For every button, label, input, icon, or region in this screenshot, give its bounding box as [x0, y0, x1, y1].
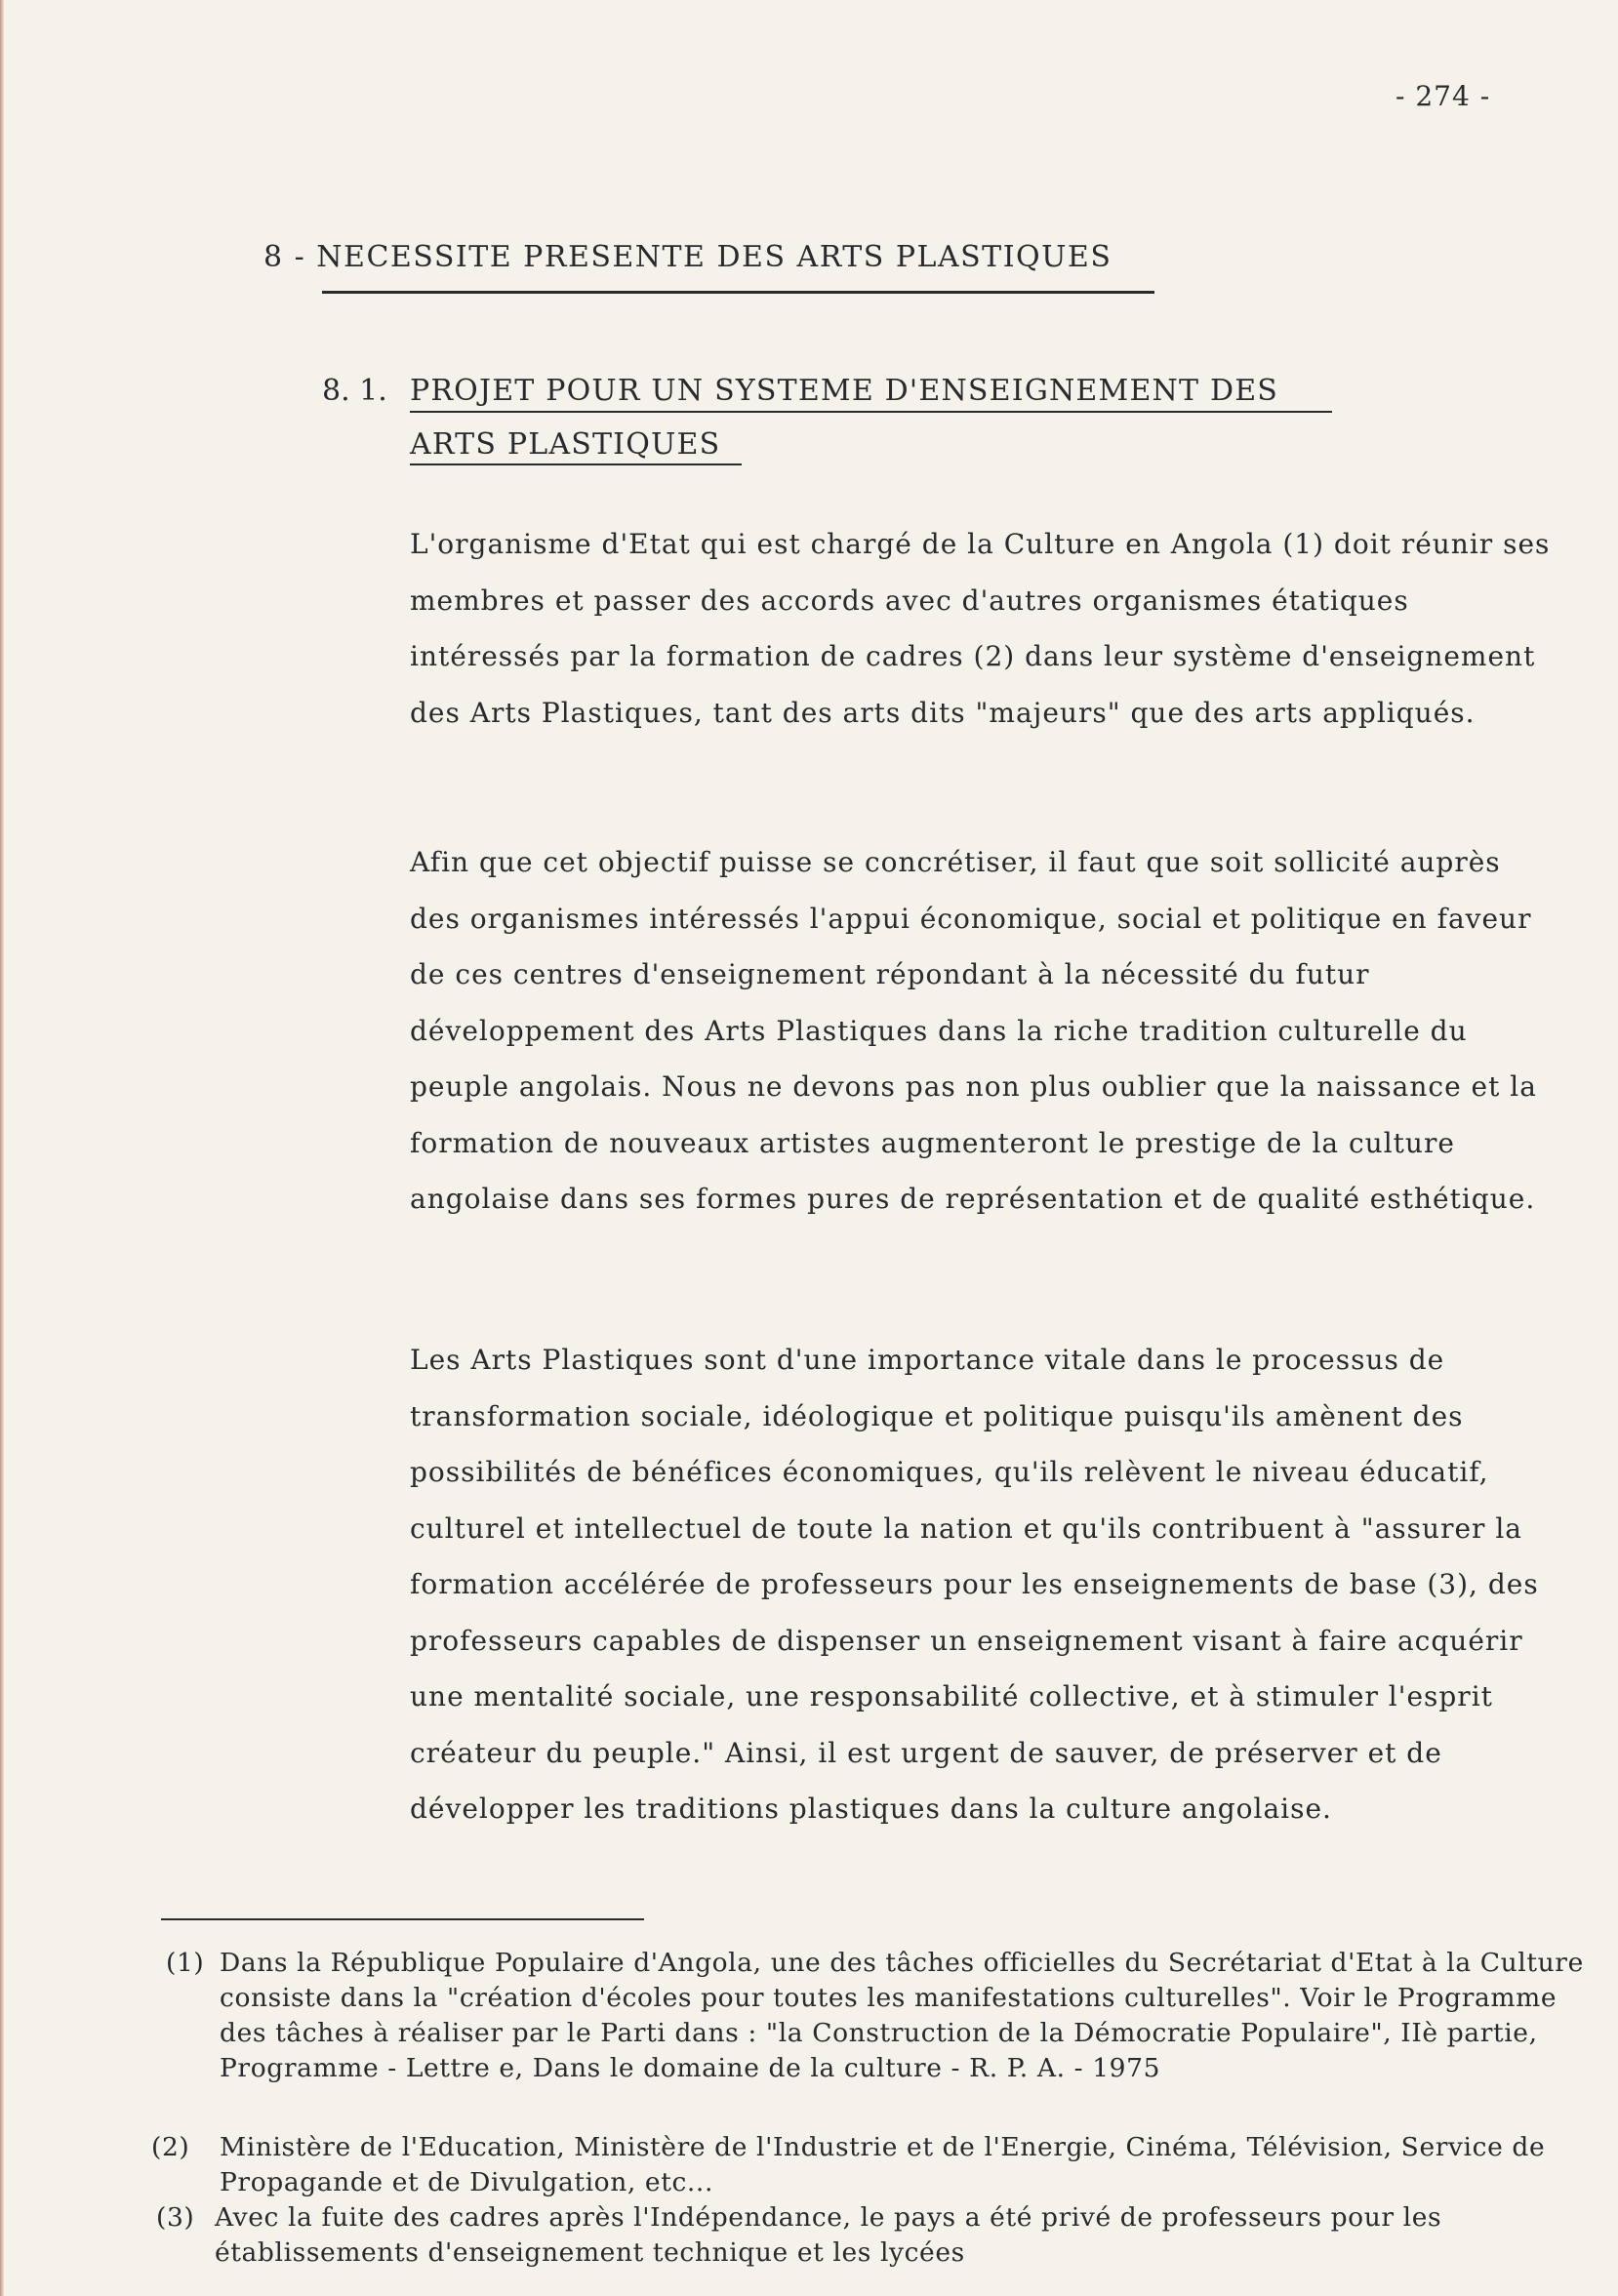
section-heading: 8 - NECESSITE PRESENTE DES ARTS PLASTIQUES — [263, 240, 1112, 274]
subsection-title-line-1: PROJET POUR UN SYSTEME D'ENSEIGNEMENT DES — [410, 374, 1279, 408]
paragraph-1: L'organisme d'Etat qui est chargé de la Culture en Angola (1) doit réunir ses membres et passer des accords avec d'autres organismes étatiques intéressés par la formation de cadres (2) dans leur système d'enseignement des Arts Plastiques, tant des arts dits "majeurs" que des arts appliqués. — [410, 528, 1551, 729]
page-edge — [0, 0, 4, 2296]
subsection-title-line-2: ARTS PLASTIQUES — [410, 427, 721, 462]
paragraph-3: Les Arts Plastiques sont d'une importance vitale dans le processus de transformation sociale, idéologique et politique puisqu'ils amènent des possibilités de bénéfices économiques, qu'ils relèvent le niveau éducatif, culturel et intellectuel de toute la nation et qu'ils contribuent à "assurer la formation accélérée de professeurs pour les enseignements de base (3), des professeurs capables de dispenser un enseignement visant à faire acquérir une mentalité sociale, une responsabilité collective, et à stimuler l'esprit créateur du peuple." Ainsi, il est urgent de sauver, de préserver et de développer les traditions plastiques dans la culture angolaise. — [410, 1344, 1539, 1825]
footnote-text: Avec la fuite des cadres après l'Indépendance, le pays a été privé de professeurs pour les établissements d'enseignement technique et les lycées — [215, 2202, 1442, 2268]
subsection-number: 8. 1. — [322, 374, 387, 408]
footnote-marker: (3) — [156, 2202, 195, 2233]
footnote-text: Ministère de l'Education, Ministère de l'Industrie et de l'Energie, Cinéma, Télévision, Service de Propagande et de Divulgation, etc... — [220, 2132, 1546, 2197]
footnote-text: Dans la République Populaire d'Angola, une des tâches officielles du Secrétariat d'Etat à la Culture consiste dans la "création d'écoles pour toutes les manifestations culturelles". Voir le Programme des tâches à réaliser par le Parti dans : "la Construction de la Démocratie Populaire", IIè partie, Programme - Lettre e, Dans le domaine de la culture - R. P. A. - 1975 — [220, 1948, 1584, 2083]
paragraph-2: Afin que cet objectif puisse se concrétiser, il faut que soit sollicité auprès des organismes intéressés l'appui économique, social et politique en faveur de ces centres d'enseignement répondant à la nécessité du futur développement des Arts Plastiques dans la riche tradition culturelle du peuple angolais. Nous ne devons pas non plus oublier que la naissance et la formation de nouveaux artistes augmenteront le prestige de la culture angolaise dans ses formes pures de représentation et de qualité esthétique. — [410, 846, 1537, 1215]
footnote-marker: (2) — [151, 2132, 190, 2162]
footnote-marker: (1) — [166, 1948, 205, 1978]
page-number: - 274 - — [1396, 80, 1491, 112]
footnote-separator — [161, 1918, 644, 1920]
subsection-title-underline-2 — [410, 463, 742, 465]
section-heading-underline — [322, 291, 1154, 294]
subsection-title-underline-1 — [410, 411, 1332, 413]
